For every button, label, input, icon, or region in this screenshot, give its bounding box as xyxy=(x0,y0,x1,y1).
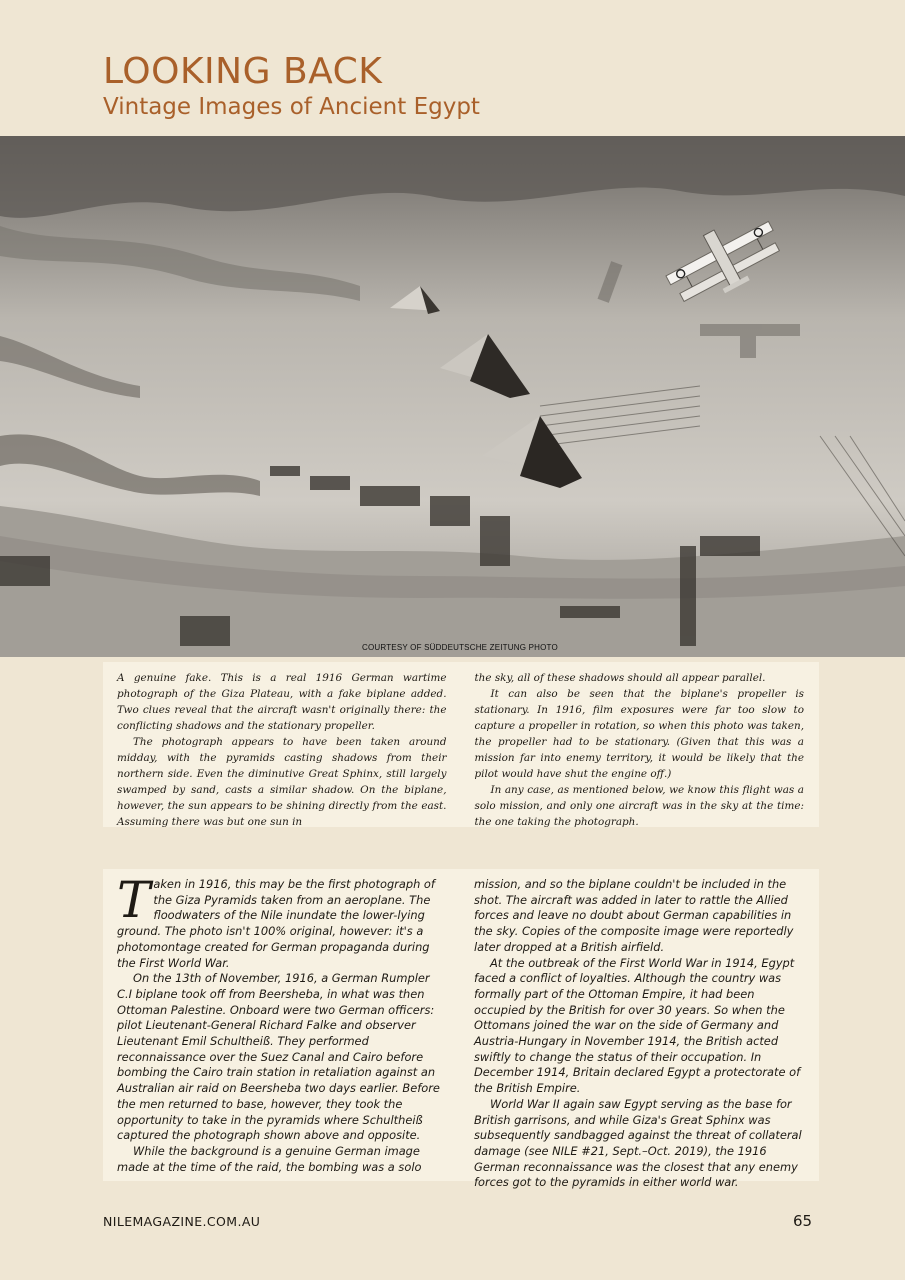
article-paragraph xyxy=(117,871,448,971)
caption-column-2 xyxy=(474,670,805,828)
photo-credit: COURTESY OF SÜDDEUTSCHE ZEITUNG PHOTO xyxy=(362,643,558,652)
article-paragraph: While the background is a genuine German image made at the time of the raid, the bombing was a solo xyxy=(117,1143,422,1174)
aerial-photo-illustration xyxy=(0,136,905,657)
photo-caption xyxy=(103,662,819,827)
page-number: 65 xyxy=(793,1212,813,1230)
caption-paragraph: A genuine fake. This is a real 1916 German wartime photograph of the Giza Plateau, with a fake biplane added. Two clues reveal that the aircraft wasn't originally there: the conflicting shadows and the stationary propeller. xyxy=(117,672,447,732)
article-column-1 xyxy=(117,871,448,1174)
caption-paragraph: In any case, as mentioned below, we know this flight was a solo mission, and only one aircraft was in the sky at the time: the one taking the photograph. xyxy=(474,784,804,828)
page-header xyxy=(103,52,480,120)
page-subtitle: Vintage Images of Ancient Egypt xyxy=(103,94,480,120)
footer-website: NILEMAGAZINE.COM.AU xyxy=(103,1214,261,1229)
article-paragraph: On the 13th of November, 1916, a German Rumpler C.I biplane took off from Beersheba, in what was then Ottoman Palestine. Onboard were two German officers: pilot Lieutenant-General Richard Falke and observer Lieutenant Emil Schultheiß. They performed reconnaissance over the Suez Canal and Cairo before bombing the Cairo train station in retaliation against an Australian air raid on Beersheba two days earlier. Before the men returned to base, however, they took the opportunity to take in the pyramids where Schultheiß captured the photograph shown above and opposite. xyxy=(117,971,440,1143)
article-paragraph: At the outbreak of the First World War in 1914, Egypt faced a conflict of loyalties. Although the country was formally part of the Ottoman Empire, it had been occupied by the British for over 30 years. So when the Ottomans joined the war on the side of Germany and Austria-Hungary in November 1914, the British acted swiftly to change the status of their occupation. In December 1914, Britain declared Egypt a protectorate of the British Empire. xyxy=(474,955,801,1096)
article-column-2 xyxy=(474,877,805,1190)
caption-paragraph: the sky, all of these shadows should all appear parallel. xyxy=(474,672,766,684)
article-body xyxy=(103,869,819,1190)
drop-cap: T xyxy=(117,871,151,929)
article-lead-text: aken in 1916, this may be the first photograph of the Giza Pyramids taken from an aeroplane. The floodwaters of the Nile inundate the lower-lying ground. The photo isn't 100% original, however: it's a photomontage created for German propaganda during the First World War. xyxy=(117,877,435,970)
article-paragraph: mission, and so the biplane couldn't be included in the shot. The aircraft was added in later to rattle the Allied forces and leave no doubt about German capabilities in the sky. Copies of the composite image were reportedly later dropped at a British airfield. xyxy=(474,877,794,954)
aerial-photo-giza xyxy=(0,136,905,657)
article-paragraph: World War II again saw Egypt serving as the base for British garrisons, and while Giza's Great Sphinx was subsequently sandbagged against the threat of collateral damage (see NILE #21, Sept.–Oct. 2019), the 1916 German reconnaissance was the closest that any enemy forces got to the pyramids in either world war. xyxy=(474,1096,802,1190)
caption-paragraph: The photograph appears to have been taken around midday, with the pyramids casting shadows from their northern side. Even the diminutive Great Sphinx, still largely swamped by sand, casts a similar shadow. On the biplane, however, the sun appears to be shining directly from the east. Assuming there was but one sun in xyxy=(117,736,447,828)
caption-column-1 xyxy=(117,670,447,828)
page-title: LOOKING BACK xyxy=(103,51,383,92)
caption-paragraph: It can also be seen that the biplane's propeller is stationary. In 1916, film exposures were far too slow to capture a propeller in rotation, so when this photo was taken, the propeller had to be stationary. (Given that this was a mission far into enemy territory, it would be likely that the pilot would have shut the engine off.) xyxy=(474,688,804,780)
